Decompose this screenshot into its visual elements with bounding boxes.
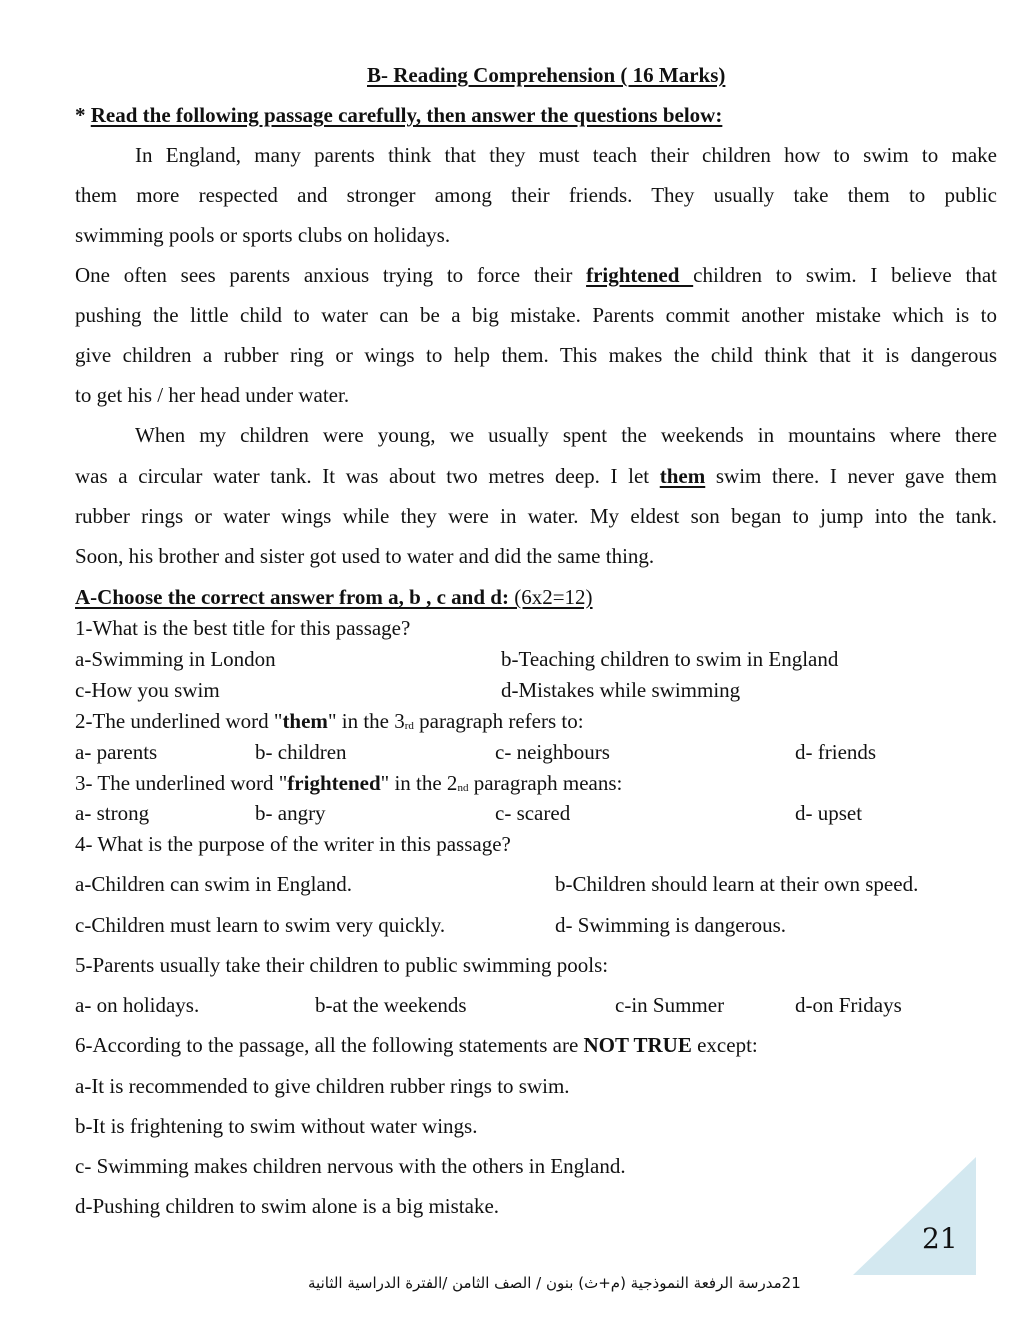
heading-text: A-Choose the correct answer from a, b , c and d: [75, 585, 509, 609]
q3-option-c[interactable]: c- scared [495, 801, 571, 825]
q2-option-d[interactable]: d- friends [795, 740, 877, 764]
passage-p3-line3: rubber rings or water wings while they were in water. My eldest son began to jump into the tank. [75, 504, 997, 528]
question-3 [75, 773, 622, 794]
passage-p2-line3: give children a rubber ring or wings to help them. This makes the child think that it is dangerous [75, 343, 997, 367]
q5-option-a[interactable]: a- on holidays. [75, 993, 200, 1017]
q4-option-a[interactable]: a-Children can swim in England. [75, 872, 353, 896]
q4-option-c[interactable]: c-Children must learn to swim very quickly. [75, 913, 446, 937]
text-span: except: [691, 1033, 758, 1057]
q5-option-d[interactable]: d-on Fridays [795, 993, 902, 1017]
passage-p2-line4: to get his / her head under water. [75, 383, 350, 407]
question-2 [75, 711, 584, 732]
instruction-text: Read the following passage carefully, then answer the questions below: [90, 103, 723, 127]
text-span: children to swim. I believe that [693, 263, 997, 287]
text-span: One often sees parents anxious trying to force their [75, 263, 587, 287]
q2-option-a[interactable]: a- parents [75, 740, 158, 764]
q5-option-b[interactable]: b-at the weekends [315, 993, 467, 1017]
q6-option-a[interactable]: a-It is recommended to give children rubber rings to swim. [75, 1074, 570, 1098]
text-span: swim there. I never gave them [705, 464, 997, 488]
passage-p2-line2: pushing the little child to water can be a big mistake. Parents commit another mistake which is to [75, 303, 997, 327]
q4-option-b[interactable]: b-Children should learn at their own speed. [555, 872, 919, 896]
ordinal-suffix: rd [404, 720, 414, 732]
text-span: 3- The underlined word " [75, 771, 288, 795]
bold-word: frightened [287, 771, 381, 795]
text-span: " in the 3 [327, 709, 405, 733]
underlined-word-them: them [659, 464, 706, 488]
question-6 [75, 1035, 758, 1056]
page-corner-triangle-icon [853, 1157, 976, 1275]
q5-option-c[interactable]: c-in Summer [615, 993, 725, 1017]
q2-option-c[interactable]: c- neighbours [495, 740, 610, 764]
bold-phrase: NOT TRUE [583, 1033, 692, 1057]
passage-p1-line3: swimming pools or sports clubs on holidays. [75, 223, 451, 247]
text-span: 6-According to the passage, all the following statements are [75, 1033, 584, 1057]
q3-option-b[interactable]: b- angry [255, 801, 326, 825]
question-1: 1-What is the best title for this passage? [75, 616, 411, 640]
q1-option-a[interactable]: a-Swimming in London [75, 647, 276, 671]
instruction [75, 105, 722, 126]
underlined-word-frightened: frightened [586, 263, 694, 287]
q3-option-a[interactable]: a- strong [75, 801, 150, 825]
marks-text: (6x2=12) [508, 585, 593, 609]
passage-p1-line2: them more respected and stronger among their friends. They usually take them to public [75, 183, 997, 207]
q1-option-d[interactable]: d-Mistakes while swimming [501, 678, 741, 702]
passage-p3-line4: Soon, his brother and sister got used to water and did the same thing. [75, 544, 655, 568]
section-a-heading [75, 587, 593, 608]
text-span: was a circular water tank. It was about two metres deep. I let [75, 464, 660, 488]
q4-option-d[interactable]: d- Swimming is dangerous. [555, 913, 786, 937]
q6-option-b[interactable]: b-It is frightening to swim without water wings. [75, 1114, 478, 1138]
text-span: " in the 2 [380, 771, 458, 795]
page-number: 21 [922, 1222, 958, 1255]
q6-option-c[interactable]: c- Swimming makes children nervous with the others in England. [75, 1154, 626, 1178]
section-title: B- Reading Comprehension ( 16 Marks) [367, 63, 726, 87]
passage-p1-line1: In England, many parents think that they must teach their children how to swim to make [135, 143, 997, 167]
q1-option-c[interactable]: c-How you swim [75, 678, 220, 702]
footer-school-info: 21مدرسة الرفعة النموذجية (م+ث) بنون / الصف الثامن /الفترة الدراسية الثانية [308, 1274, 801, 1292]
q6-option-d[interactable]: d-Pushing children to swim alone is a big mistake. [75, 1194, 500, 1218]
q3-option-d[interactable]: d- upset [795, 801, 863, 825]
text-span: paragraph means: [468, 771, 623, 795]
q2-option-b[interactable]: b- children [255, 740, 347, 764]
q1-option-b[interactable]: b-Teaching children to swim in England [501, 647, 839, 671]
question-5: 5-Parents usually take their children to public swimming pools: [75, 953, 609, 977]
question-4: 4- What is the purpose of the writer in this passage? [75, 832, 511, 856]
text-span: 2-The underlined word " [75, 709, 283, 733]
passage-p3-line1: When my children were young, we usually spent the weekends in mountains where there [135, 423, 997, 447]
passage-p2-line1 [75, 265, 997, 286]
passage-p3-line2 [75, 466, 997, 487]
bold-word: them [282, 709, 328, 733]
text-span: paragraph refers to: [413, 709, 584, 733]
instruction-star: * [75, 103, 91, 127]
ordinal-suffix: nd [457, 782, 469, 794]
